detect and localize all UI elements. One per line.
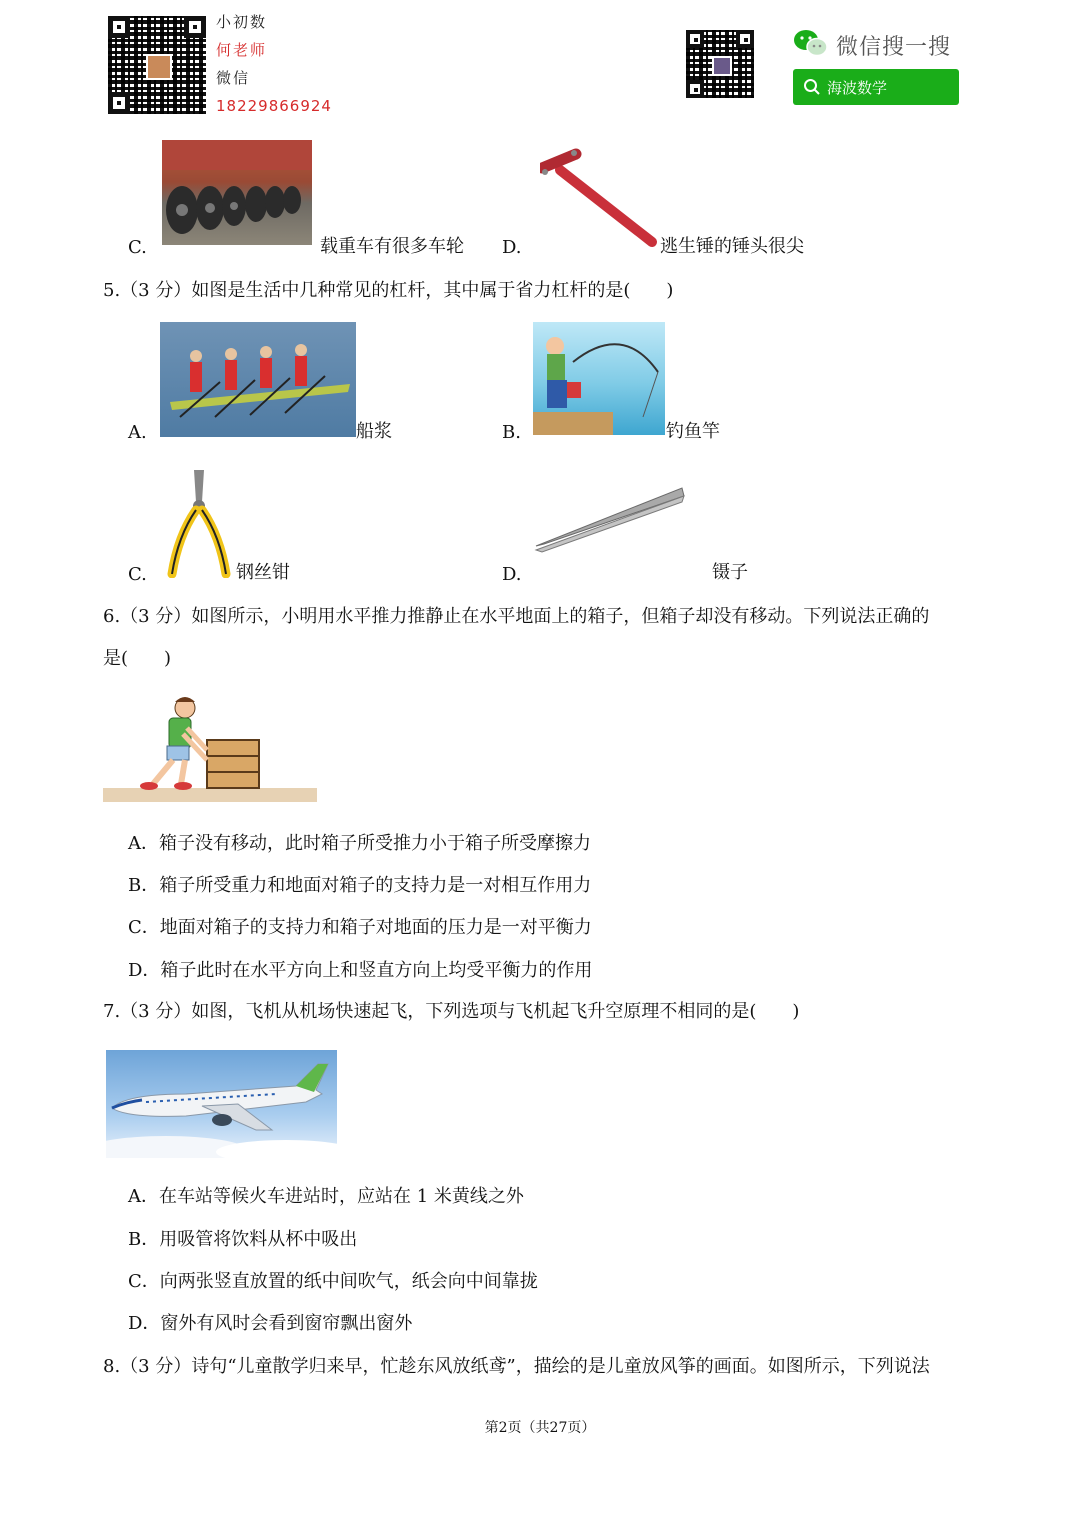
q5-option-a-letter: A. — [128, 422, 147, 443]
contact-line-1: 小初数 — [216, 13, 268, 31]
q4-option-c-letter: C. — [128, 237, 147, 258]
qr-code-left — [108, 16, 206, 114]
q5-option-d-letter: D. — [502, 564, 522, 585]
truck-wheels-image — [162, 140, 312, 245]
q4-option-d-letter: D. — [502, 237, 522, 258]
q4-option-d-text: 逃生锤的锤头很尖 — [660, 236, 804, 257]
q5-option-d-text: 镊子 — [712, 562, 748, 583]
fishing-rod-image — [533, 322, 665, 435]
contact-line-2: 何老师 — [216, 41, 268, 59]
rowing-boat-image — [160, 322, 356, 437]
q6-option-b: B．箱子所受重力和地面对箱子的支持力是一对相互作用力 — [128, 875, 592, 896]
pliers-image — [166, 466, 232, 578]
q7-option-a: A．在车站等候火车进站时，应站在 1 米黄线之外 — [128, 1186, 524, 1207]
q7-stem: 7.（3 分）如图，飞机从机场快速起飞，下列选项与飞机起飞升空原理不相同的是( ) — [103, 1001, 800, 1022]
q8-stem: 8.（3 分）诗句“儿童散学归来早，忙趁东风放纸鸢”，描绘的是儿童放风筝的画面。如图所示，下列说法 — [103, 1356, 930, 1377]
airplane-image — [106, 1050, 337, 1158]
q6-stem-line-1: 6.（3 分）如图所示，小明用水平推力推静止在水平地面上的箱子，但箱子却没有移动。下列说法正确的 — [103, 606, 930, 627]
page-number: 第2页（共27页） — [484, 1420, 596, 1436]
search-icon — [803, 78, 821, 100]
q7-option-d: D．窗外有风时会看到窗帘飘出窗外 — [128, 1313, 413, 1334]
q5-option-b-text: 钓鱼竿 — [666, 421, 720, 442]
q6-stem-line-2: 是( ) — [103, 648, 172, 669]
q7-option-b: B．用吸管将饮料从杯中吸出 — [128, 1229, 358, 1250]
q4-option-c-text: 载重车有很多车轮 — [320, 236, 464, 257]
boy-pushing-box-image — [103, 690, 317, 806]
tweezers-image — [534, 482, 686, 554]
q5-option-a-text: 船浆 — [356, 421, 392, 442]
escape-hammer-image — [540, 148, 660, 248]
contact-handwriting — [216, 8, 332, 120]
q7-option-c: C．向两张竖直放置的纸中间吹气，纸会向中间靠拢 — [128, 1271, 538, 1292]
q5-option-c-text: 钢丝钳 — [236, 562, 290, 583]
wechat-logo-icon — [793, 28, 829, 58]
q6-option-c: C．地面对箱子的支持力和箱子对地面的压力是一对平衡力 — [128, 917, 592, 938]
q5-stem: 5.（3 分）如图是生活中几种常见的杠杆，其中属于省力杠杆的是( ) — [103, 280, 674, 301]
wechat-search-button-label: 海波数学 — [827, 79, 888, 97]
wechat-search-button[interactable] — [793, 69, 959, 105]
contact-line-3: 微信 — [216, 69, 251, 87]
q6-option-a: A．箱子没有移动，此时箱子所受推力小于箱子所受摩擦力 — [128, 833, 591, 854]
contact-phone: 18229866924 — [216, 97, 332, 115]
q5-option-b-letter: B. — [502, 422, 521, 443]
q5-option-c-letter: C. — [128, 564, 147, 585]
qr-code-right — [686, 30, 754, 98]
wechat-search-title: 微信搜一搜 — [836, 35, 952, 60]
q6-option-d: D．箱子此时在水平方向上和竖直方向上均受平衡力的作用 — [128, 960, 593, 981]
